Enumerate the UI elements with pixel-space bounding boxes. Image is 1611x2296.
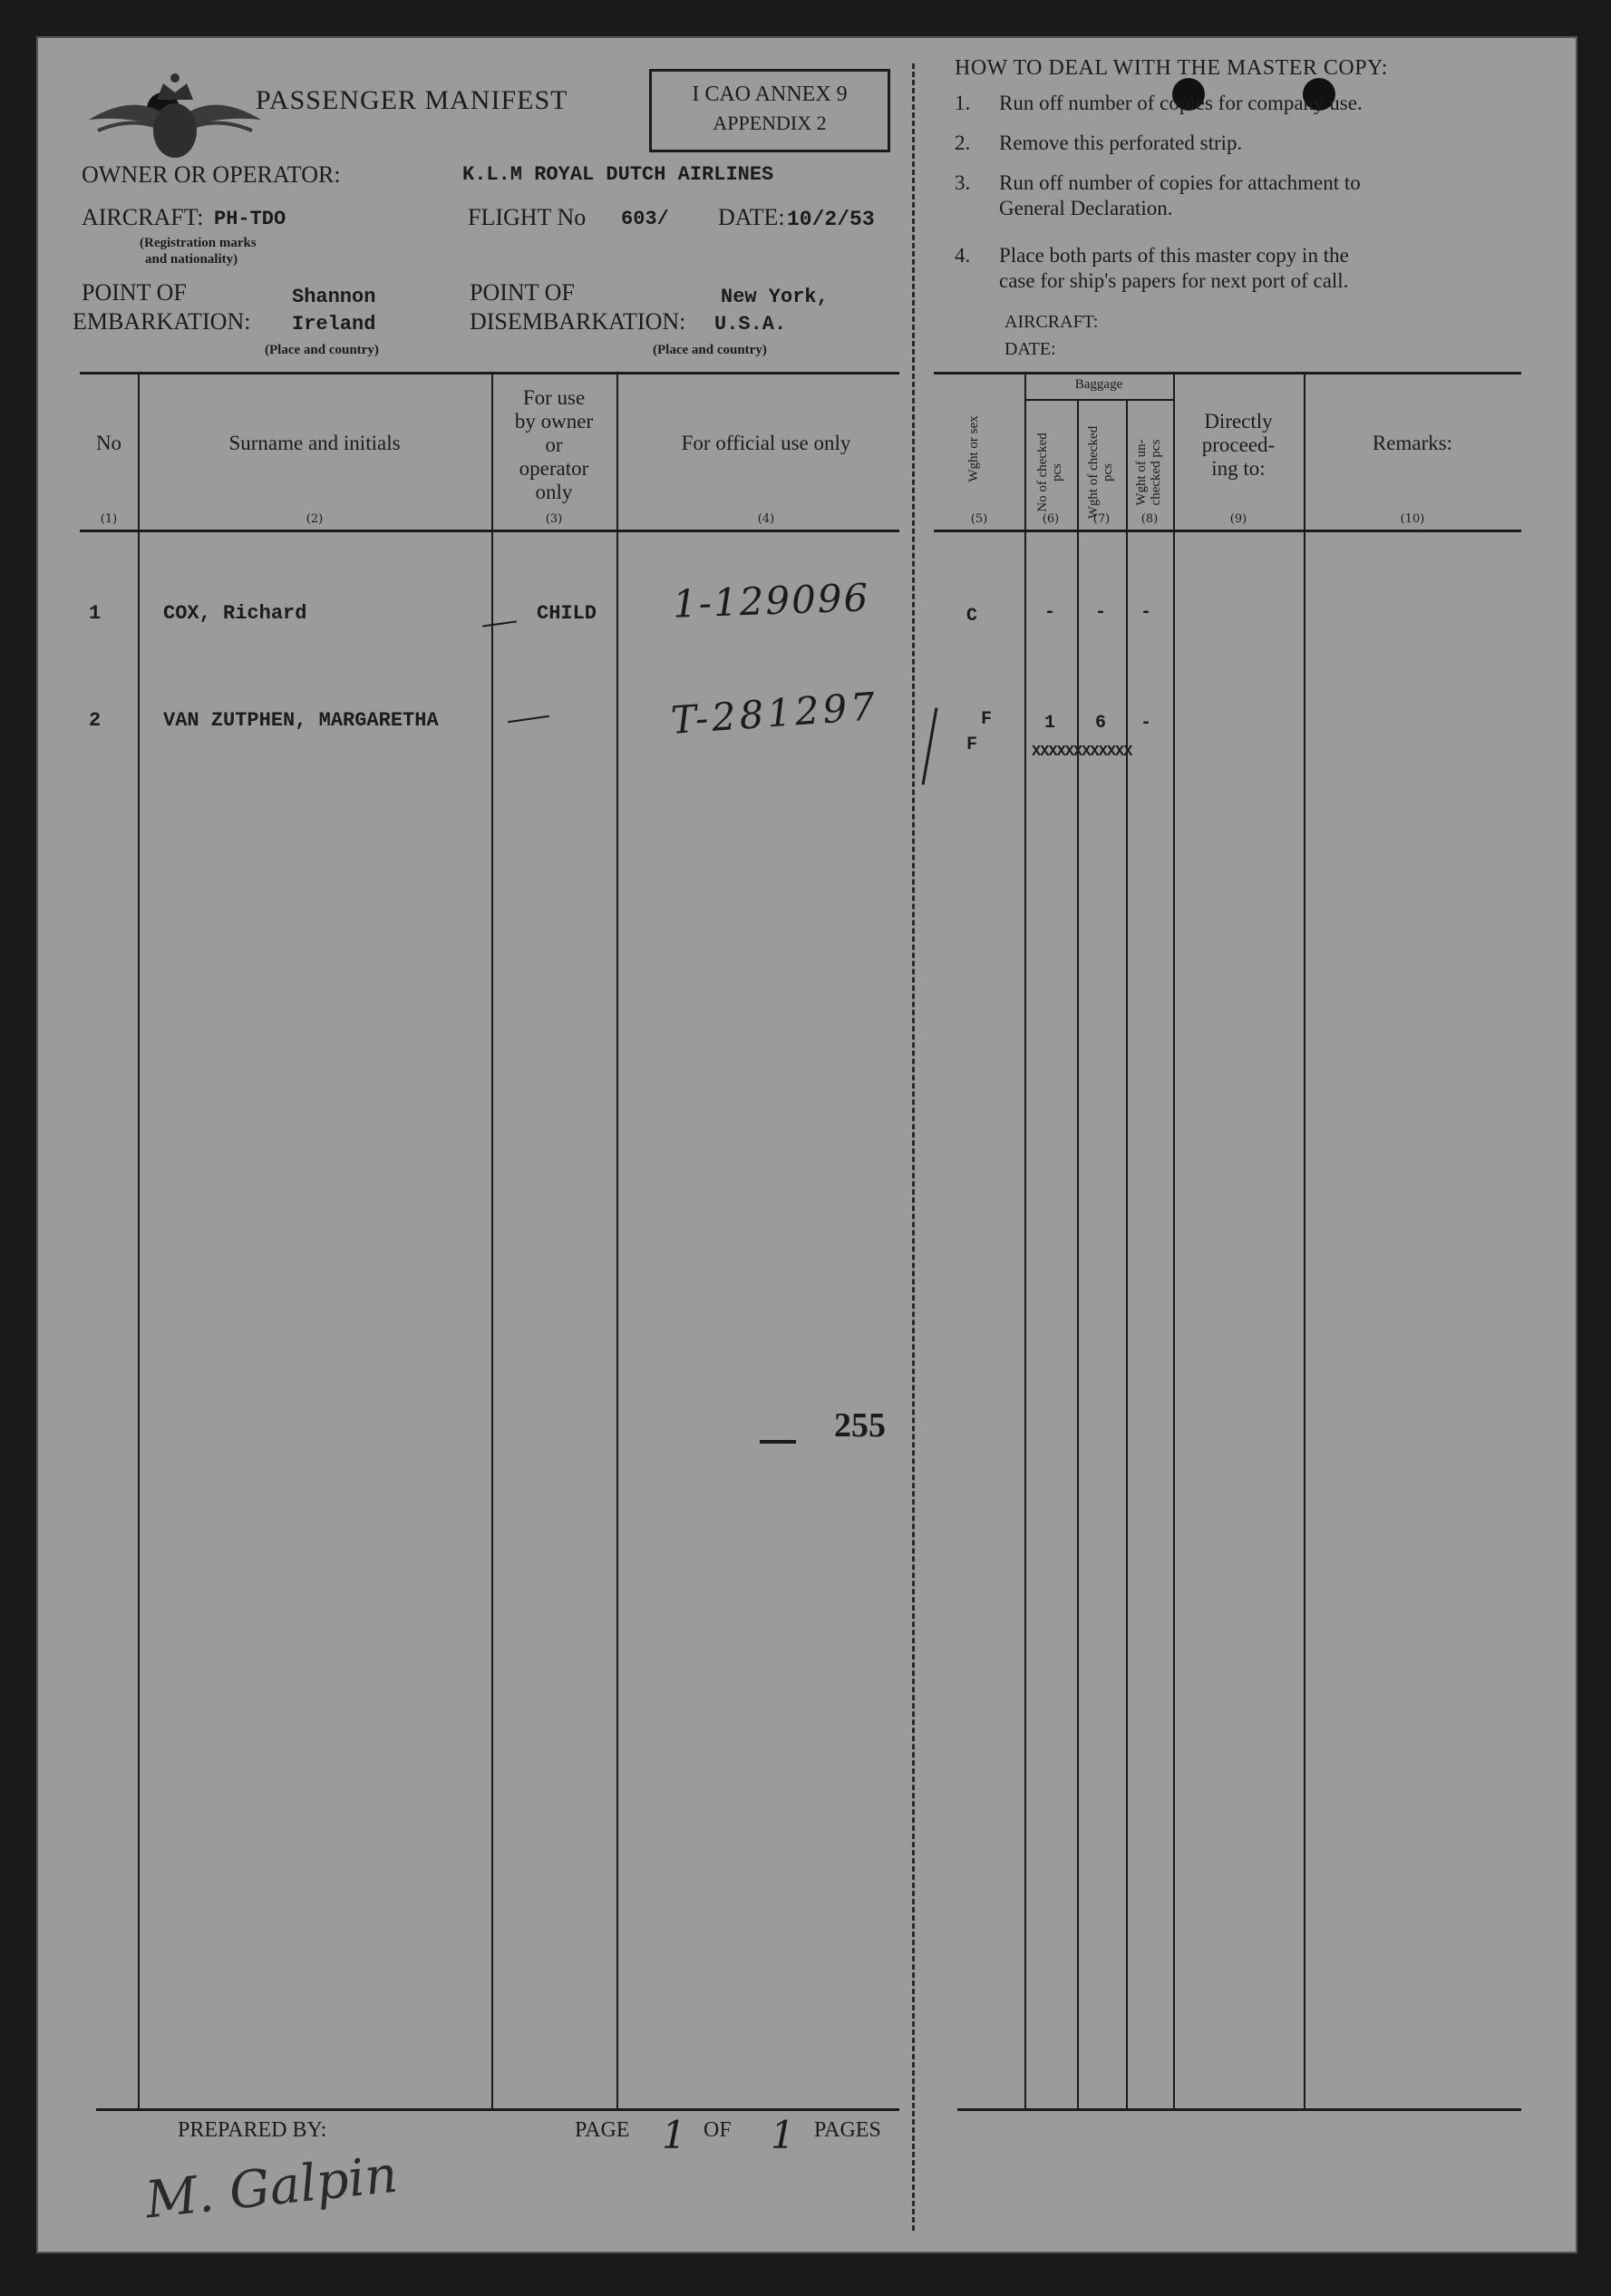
table-bottom-rule	[96, 2108, 899, 2111]
row-name: VAN ZUTPHEN, MARGARETHA	[163, 709, 439, 732]
col-header-wght-unchecked: Wght of un-checked pcs	[1134, 439, 1163, 506]
col-header-directly-1: Directly	[1204, 410, 1273, 433]
row-owner: CHILD	[537, 602, 597, 625]
row-pcs: -	[1044, 602, 1056, 623]
pages-label: PAGES	[814, 2118, 881, 2142]
row-official-handwritten: 1-129096	[672, 575, 871, 627]
col-header-remarks: Remarks:	[1372, 432, 1453, 454]
col-header-wght-checked: Wght of checked pcs	[1086, 425, 1115, 520]
perforation-line	[912, 63, 915, 2231]
annex-line-1: I CAO ANNEX 9	[692, 83, 848, 106]
col-header-no: No	[95, 432, 122, 454]
disembark-label-2: DISEMBARKATION:	[470, 308, 686, 335]
row-dash-mark	[482, 620, 517, 627]
owner-value: K.L.M ROYAL DUTCH AIRLINES	[462, 163, 774, 186]
table-header-rule-strip	[934, 530, 1521, 532]
row-sex-2: F	[966, 735, 978, 755]
annex-box	[649, 69, 890, 152]
strip-aircraft-label: AIRCRAFT:	[1004, 312, 1099, 332]
disembark-label-1: POINT OF	[470, 279, 575, 306]
stamp-number: 255	[834, 1406, 886, 1445]
row-sex: F	[981, 709, 993, 730]
of-value: 1	[771, 2113, 795, 2157]
col-header-owner-use-4: operator	[519, 457, 589, 480]
col-rule-3	[616, 372, 618, 2108]
row-sex: C	[966, 606, 978, 627]
owner-label: OWNER OR OPERATOR:	[82, 161, 341, 188]
row-wght: -	[1095, 602, 1107, 623]
col-header-owner-use-3: or	[545, 433, 563, 456]
baggage-header-rule	[1024, 399, 1173, 401]
flight-value: 603/	[621, 208, 669, 230]
col-num-5: (5)	[970, 512, 988, 526]
of-label: OF	[704, 2118, 732, 2142]
embark-label-2: EMBARKATION:	[73, 308, 251, 335]
col-header-directly-2: proceed-	[1201, 433, 1276, 456]
instruction-2-num: 2.	[955, 131, 971, 154]
prepared-by-label: PREPARED BY:	[178, 2118, 327, 2142]
row-unchecked: -	[1140, 713, 1152, 734]
embark-value-1: Shannon	[292, 286, 376, 308]
col-num-3: (3)	[545, 512, 563, 526]
col-header-checked-pcs: No of checked pcs	[1035, 433, 1064, 512]
col-header-surname: Surname and initials	[228, 432, 401, 454]
col-header-weight-sex: Wght or sex	[966, 415, 981, 482]
col-rule-2	[491, 372, 493, 2108]
col-num-10: (10)	[1400, 512, 1425, 526]
disembark-value-1: New York,	[721, 286, 829, 308]
manifest-sheet	[36, 36, 1577, 2253]
instructions-title: HOW TO DEAL WITH THE MASTER COPY:	[955, 56, 1388, 80]
signature: M. Galpin	[142, 2145, 401, 2231]
row-name: COX, Richard	[163, 602, 307, 625]
stamp-dash	[760, 1440, 796, 1444]
aircraft-note-2: and nationality)	[145, 252, 238, 267]
table-bottom-rule-strip	[957, 2108, 1521, 2111]
page-title: PASSENGER MANIFEST	[256, 85, 568, 115]
row-official-slash	[922, 707, 938, 784]
col-num-1: (1)	[100, 512, 118, 526]
col-header-directly-3: ing to:	[1211, 457, 1266, 480]
aircraft-label: AIRCRAFT:	[82, 204, 204, 230]
date-label: DATE:	[718, 204, 785, 230]
row-official-handwritten: T-281297	[669, 684, 880, 743]
row-unchecked: -	[1140, 602, 1152, 623]
col-header-official: For official use only	[681, 432, 851, 454]
instruction-4-num: 4.	[955, 244, 971, 267]
row-no: 1	[89, 602, 102, 625]
instruction-3-text-2: General Declaration.	[999, 197, 1173, 219]
col-rule-6	[1077, 399, 1079, 2108]
instruction-4-text-2: case for ship's papers for next port of call.	[999, 269, 1349, 292]
col-num-2: (2)	[306, 512, 324, 526]
col-rule-9	[1304, 372, 1305, 2108]
col-num-6: (6)	[1042, 512, 1060, 526]
col-header-owner-use-5: only	[535, 481, 573, 503]
instruction-4-text: Place both parts of this master copy in the	[999, 244, 1349, 267]
row-pcs: 1	[1044, 713, 1056, 734]
col-rule-1	[138, 372, 140, 2108]
row-wght: 6	[1095, 713, 1107, 734]
date-value: 10/2/53	[787, 208, 875, 231]
col-rule-8	[1173, 372, 1175, 2108]
col-rule-7	[1126, 399, 1128, 2108]
table-header-rule	[80, 530, 899, 532]
instruction-3-num: 3.	[955, 171, 971, 194]
col-header-owner-use-2: by owner	[514, 410, 594, 433]
instruction-1-num: 1.	[955, 92, 971, 114]
strip-date-label: DATE:	[1004, 339, 1056, 359]
struck-out-text: XXXXXXXXXXXX	[1032, 744, 1132, 761]
annex-line-2: APPENDIX 2	[713, 112, 827, 134]
page-value: 1	[662, 2113, 686, 2157]
disembark-value-2: U.S.A.	[714, 313, 787, 336]
col-header-owner-use-1: For use	[522, 386, 586, 409]
col-num-7: (7)	[1092, 512, 1111, 526]
table-top-rule-strip	[934, 372, 1521, 375]
aircraft-value: PH-TDO	[214, 208, 286, 230]
col-num-4: (4)	[757, 512, 775, 526]
aircraft-note-1: (Registration marks	[140, 236, 257, 250]
table-top-rule	[80, 372, 899, 375]
flight-label: FLIGHT No	[468, 204, 587, 230]
disembark-note: (Place and country)	[653, 343, 767, 357]
col-header-baggage: Baggage	[1074, 377, 1123, 392]
instruction-1-text: Run off number of copies for company use.	[999, 92, 1363, 114]
col-num-8: (8)	[1140, 512, 1159, 526]
embark-label-1: POINT OF	[82, 279, 187, 306]
klm-crown-logo-icon	[80, 65, 270, 165]
row-no: 2	[89, 709, 102, 732]
instruction-2-text: Remove this perforated strip.	[999, 131, 1243, 154]
embark-value-2: Ireland	[292, 313, 376, 336]
col-num-9: (9)	[1229, 512, 1247, 526]
instruction-3-text: Run off number of copies for attachment to	[999, 171, 1361, 194]
embark-note: (Place and country)	[265, 343, 379, 357]
row-dash-mark	[508, 715, 549, 723]
page-label: PAGE	[575, 2118, 630, 2142]
col-rule-5	[1024, 372, 1026, 2108]
